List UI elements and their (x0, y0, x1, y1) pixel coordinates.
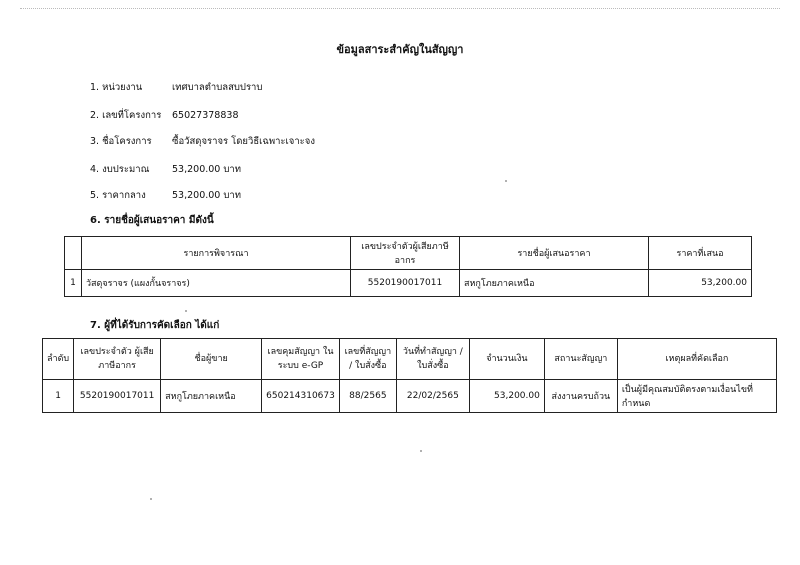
table-cell: เป็นผู้มีคุณสมบัติตรงตามเงื่อนไขที่กำหนด (617, 380, 776, 413)
table-row (65, 270, 752, 297)
table-header: เลขประจำตัว ผู้เสียภาษีอากร (74, 339, 161, 380)
table-cell: 53,200.00 (649, 270, 752, 297)
winner-heading: 7. ผู้ที่ได้รับการคัดเลือก ได้แก่ (90, 320, 220, 331)
scan-speck (505, 180, 507, 182)
scan-speck (185, 310, 187, 312)
winner-table (42, 338, 777, 413)
table-row (43, 380, 777, 413)
table-cell: 88/2565 (339, 380, 396, 413)
field-value: ซื้อวัสดุจราจร โดยวิธีเฉพาะเจาะจง (172, 136, 315, 147)
table-cell: สหกูโภยภาคเหนือ (161, 380, 262, 413)
table-cell: 1 (65, 270, 82, 297)
table-header (65, 237, 82, 270)
scan-speck (150, 498, 152, 500)
table-cell: 5520190017011 (74, 380, 161, 413)
table-header: สถานะสัญญา (544, 339, 617, 380)
field-label: 1. หน่วยงาน (90, 82, 143, 93)
table-cell: 53,200.00 (469, 380, 544, 413)
scan-header-noise (20, 8, 780, 11)
field-project-name (90, 134, 315, 149)
table-header: รายชื่อผู้เสนอราคา (460, 237, 649, 270)
table-header: เลขประจำตัวผู้เสียภาษีอากร (351, 237, 460, 270)
table-cell: ส่งงานครบถ้วน (544, 380, 617, 413)
field-label: 3. ชื่อโครงการ (90, 136, 152, 147)
field-project-number (90, 108, 239, 123)
field-label: 4. งบประมาณ (90, 164, 150, 175)
field-value: 53,200.00 บาท (172, 164, 241, 175)
table-cell: 5520190017011 (351, 270, 460, 297)
table-header: วันที่ทำสัญญา / ใบสั่งซื้อ (396, 339, 469, 380)
field-label: 5. ราคากลาง (90, 190, 146, 201)
table-cell: 1 (43, 380, 74, 413)
document-title: ข้อมูลสาระสำคัญในสัญญา (336, 43, 464, 56)
scan-speck (420, 450, 422, 452)
table-header: จำนวนเงิน (469, 339, 544, 380)
table-header: เลขที่สัญญา / ใบสั่งซื้อ (339, 339, 396, 380)
table-header: ราคาที่เสนอ (649, 237, 752, 270)
bidders-heading: 6. รายชื่อผู้เสนอราคา มีดังนี้ (90, 215, 214, 226)
bidders-table (64, 236, 752, 297)
field-median-price (90, 188, 241, 203)
field-value: 65027378838 (172, 110, 239, 121)
field-agency (90, 80, 262, 95)
table-header: เลขคุมสัญญา ในระบบ e-GP (262, 339, 340, 380)
field-label: 2. เลขที่โครงการ (90, 110, 162, 121)
table-header: ชื่อผู้ขาย (161, 339, 262, 380)
table-cell: 22/02/2565 (396, 380, 469, 413)
table-header-row (43, 339, 777, 380)
table-cell: 650214310673 (262, 380, 340, 413)
field-value: 53,200.00 บาท (172, 190, 241, 201)
field-value: เทศบาลตำบลสบปราบ (172, 82, 263, 93)
table-header: ลำดับ (43, 339, 74, 380)
table-header-row (65, 237, 752, 270)
table-cell: วัสดุจราจร (แผงกั้นจราจร) (82, 270, 351, 297)
table-cell: สหกูโภยภาคเหนือ (460, 270, 649, 297)
table-header: เหตุผลที่คัดเลือก (617, 339, 776, 380)
table-header: รายการพิจารณา (82, 237, 351, 270)
field-budget (90, 162, 241, 177)
